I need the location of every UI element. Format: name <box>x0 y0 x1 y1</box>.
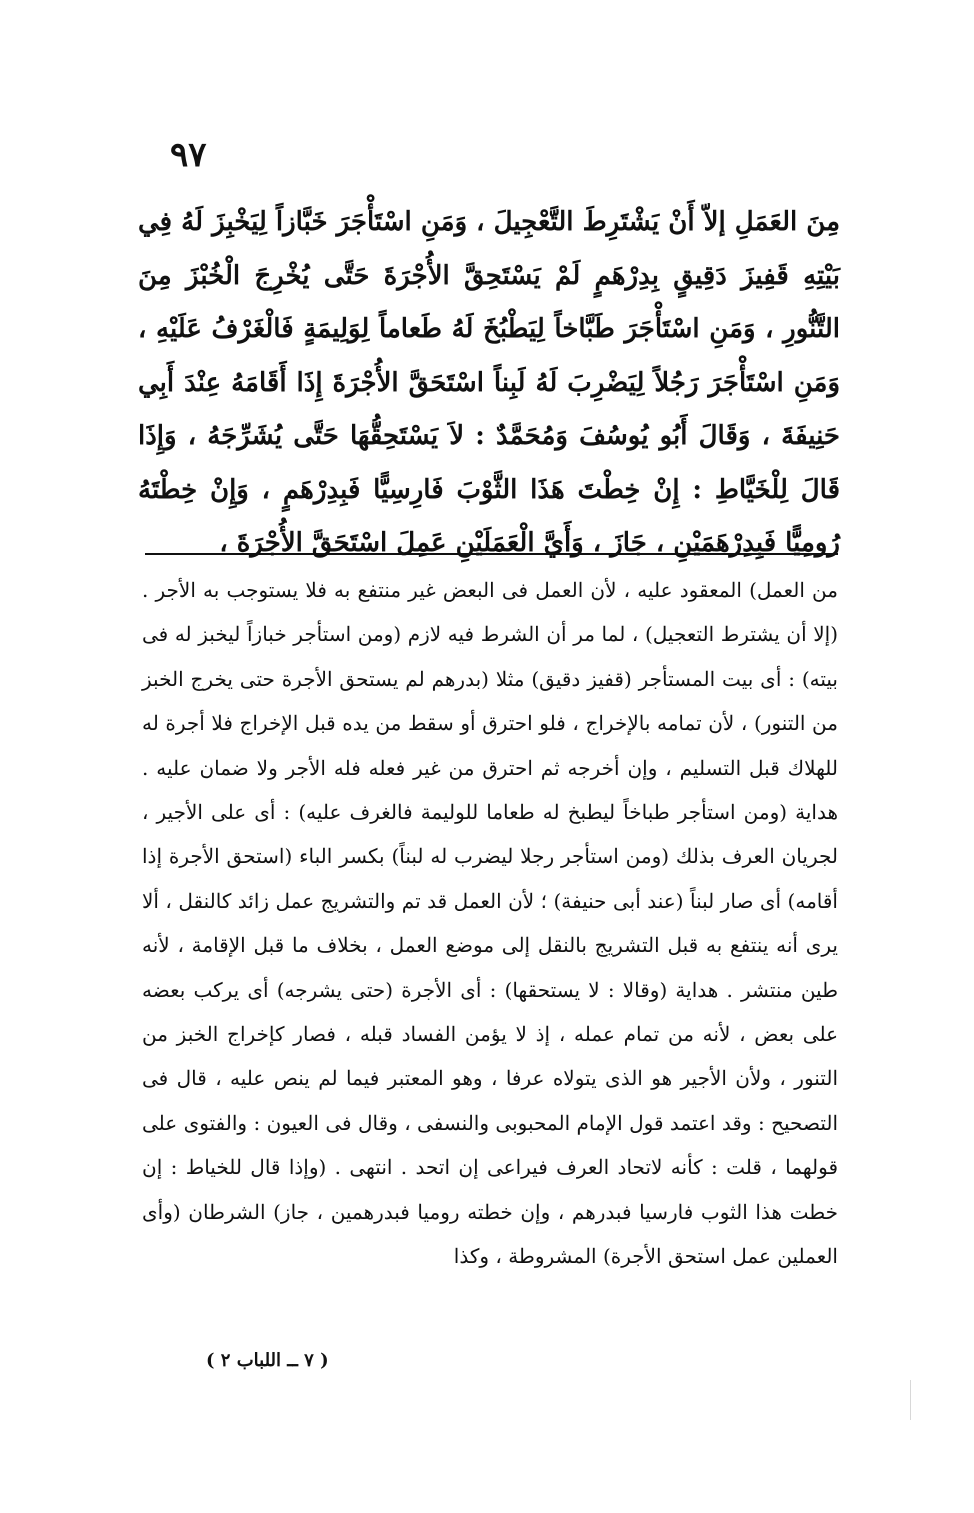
sharh-text <box>142 568 838 1279</box>
signature-mark: ( ٧ ــ اللباب ٢ ) <box>206 1350 329 1371</box>
divider <box>145 553 838 555</box>
margin-mark <box>910 1380 911 1420</box>
sharh-paragraph: من العمل) المعقود عليه ، لأن العمل فى البعض غير منتفع به فلا يستوجب به الأجر . (إلا أن يشترط التعجيل) ، لما مر أن الشرط فيه لازم (ومن استأجر خبازاً ليخبز له فى بيته) : أى بيت المستأجر (قفيز دقيق) مثلا (بدرهم لم يستحق الأجرة حتى يخرج الخبز من التنور) ، لأن تمامه بالإخراج ، فلو احترق أو سقط من يده قبل الإخراج فلا أجرة له للهلاك قبل التسليم ، وإن أخرجه ثم احترق من غير فعله فله الأجر ولا ضمان عليه . هداية (ومن استأجر طباخاً ليطبخ له طعاما للوليمة فالغرف عليه) : أى على الأجير ، لجريان العرف بذلك (ومن استأجر رجلا ليضرب له لبناً) بكسر الباء (استحق الأجرة إذا أقامه) أى صار لبناً (عند أبى حنيفة) ؛ لأن العمل قد تم والتشريج عمل زائد كالنقل ، ألا يرى أنه ينتفع به قبل التشريج بالنقل إلى موضع العمل ، بخلاف ما قبل الإقامة ، لأنه طين منتشر . هداية (وقالا : لا يستحقها) : أى الأجرة (حتى يشرجه) أى يركب بعضه على بعض ، لأنه من تمام عمله ، إذ لا يؤمن الفساد قبله ، فصار كإخراج الخبز من التنور ، ولأن الأجير هو الذى يتولاه عرفا ، وهو المعتبر فيما لم ينص عليه ، قال فى التصحيح : وقد اعتمد قول الإمام المحبوبى والنسفى ، وقال فى العيون : والفتوى على قولهما ، قلت : كأنه لاتحاد العرف فيراعى إن اتحد . انتهى . (وإذا قال للخياط : إن خطت هذا الثوب فارسيا فبدرهم ، وإن خطته روميا فبدرهمين ، جاز) الشرطان (وأى العملين عمل استحق الأجرة) المشروطة ، وكذا <box>142 578 839 1269</box>
page-number: ٩٧ <box>170 135 207 175</box>
matn-paragraph: مِنَ العَمَلِ إلاّ أَنْ يَشْتَرِطَ التَّعْجِيلَ ، وَمَنِ اسْتَأْجَرَ خَبَّازاً لِيَخْبِزَ لَهُ فِي بَيْتِهِ قَفِيزَ دَقِيقٍ بِدِرْهَمٍ لَمْ يَسْتَحِقَّ الأُجْرَةَ حَتَّى يُخْرِجَ الْخُبْزَ مِنَ التَّنُّورِ ، وَمَنِ اسْتَأْجَرَ طَبَّاخاً لِيَطْبُخَ لَهُ طَعاماً لِوَلِيمَةٍ فَالْغَرْفُ عَلَيْهِ ، وَمَنِ اسْتَأْجَرَ رَجُلاً لِيَضْرِبَ لَهُ لَبِناً اسْتَحَقَّ الأُجْرَةَ إِذَا أَقَامَهُ عِنْدَ أَبِي حَنِيفَةَ ، وَقَالَ أَبُو يُوسُفَ وَمُحَمَّدٌ : لاَ يَسْتَحِقُّهَا حَتَّى يُشَرِّجَهُ ، وَإِذَا قَالَ لِلْخَيَّاطِ : إِنْ خِطْتَ هَذَا الثَّوْبَ فَارِسِيًّا فَبِدِرْهَمٍ ، وَإِنْ خِطْتَهُ رُومِيًّا فَبِدِرْهَمَيْنِ ، جَازَ ، وَأَيَّ الْعَمَلَيْنِ عَمِلَ اسْتَحَقَّ الأُجْرَةَ ، <box>138 207 840 558</box>
matn-text <box>138 196 840 571</box>
